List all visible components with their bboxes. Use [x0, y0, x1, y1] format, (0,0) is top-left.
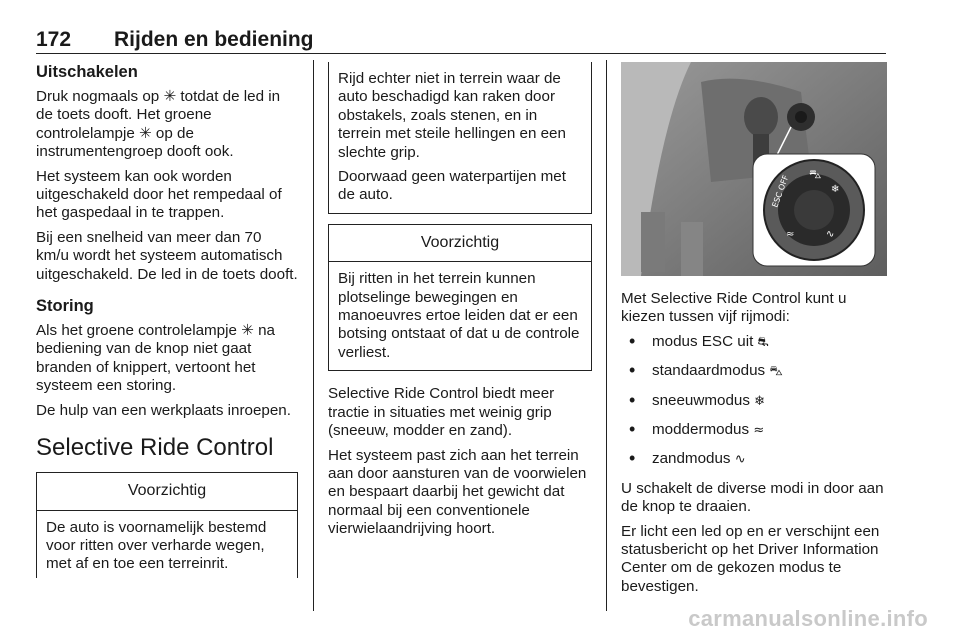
- list-item: • zandmodus ∿: [621, 450, 887, 469]
- standard-mode-icon: ⛍: [769, 364, 783, 380]
- paragraph: Rijd echter niet in terrein waar de auto beschadigd kan raken door obstakels, zoals stenen, en in terrein met steile hellingen en een slechte grip.: [338, 70, 566, 161]
- paragraph: Met Selective Ride Control kunt u kiezen tussen vijf rijmodi:: [621, 290, 847, 326]
- column-divider: [313, 60, 314, 611]
- paragraph: Er licht een led op en er verschijnt een statusbericht op het Driver Information Center om de gekozen modus te bevestigen.: [621, 522, 880, 595]
- caution-text: Bij ritten in het terrein kunnen plotselinge bewegingen en manoeuvres ertoe leiden dat er een botsing ontstaat of dat u de controle verliest.: [338, 270, 580, 361]
- paragraph: Bij een snelheid van meer dan 70 km/u wordt het systeem automatisch uitgeschakeld. De led in de toets dooft.: [36, 228, 298, 283]
- dashboard-image: [621, 62, 887, 276]
- snow-mode-icon: ❄: [754, 393, 766, 409]
- watermark: carmanualsonline.info: [688, 606, 928, 631]
- column-3: [621, 62, 887, 602]
- paragraph: Druk nogmaals op ✳ totdat de led in de toets dooft. Het groene controlelampje ✳ op de instrumentengroep dooft ook.: [36, 88, 281, 161]
- caution-box: [36, 472, 298, 578]
- esc-off-icon: ⛐: [757, 334, 769, 350]
- paragraph: Als het groene controlelampje ✳ na bediening van de knop niet gaat branden of knippert, vertoont het systeem een storing.: [36, 322, 275, 395]
- mode-list: [621, 333, 887, 470]
- svg-text:❄: ❄: [831, 184, 840, 195]
- section-heading: Storing: [36, 297, 94, 316]
- page-number: 172: [36, 28, 72, 51]
- list-item: • moddermodus ≈: [621, 421, 887, 440]
- paragraph: Doorwaad geen waterpartijen met de auto.: [338, 168, 566, 204]
- page-title: Rijden en bediening: [114, 28, 314, 51]
- caution-box-continued: [328, 62, 592, 214]
- page-header: [36, 28, 886, 52]
- column-1: [36, 62, 298, 578]
- chapter-title: Selective Ride Control: [36, 434, 274, 462]
- caution-title: Voorzichtig: [37, 473, 297, 510]
- caution-text: De auto is voornamelijk bestemd voor ritten over verharde wegen, met af en toe een terreinrit.: [46, 518, 267, 573]
- svg-text:∿: ∿: [826, 229, 835, 240]
- list-item: • modus ESC uit ⛐: [621, 333, 887, 352]
- header-divider: [36, 53, 886, 54]
- section-heading: Uitschakelen: [36, 63, 138, 81]
- svg-text:⛍: ⛍: [809, 167, 822, 181]
- mud-mode-icon: ≈: [753, 423, 765, 439]
- paragraph: Het systeem kan ook worden uitgeschakeld door het rempedaal of het gaspedaal in te trappen.: [36, 167, 282, 222]
- list-item: • standaardmodus ⛍: [621, 362, 887, 381]
- selector-knob-photo: [621, 62, 887, 276]
- paragraph: U schakelt de diverse modi in door aan de knop te draaien.: [621, 479, 884, 516]
- column-divider: [606, 60, 607, 611]
- svg-text:≈: ≈: [786, 229, 795, 240]
- paragraph: De hulp van een werkplaats inroepen.: [36, 401, 291, 419]
- esc-off-label: ESC OFF: [770, 173, 791, 209]
- paragraph: Het systeem past zich aan het terrein aan door aansturen van de voorwielen en bespaart daarbij het gewicht dat normaal bij een conventionele vierwielaandrijving hoort.: [328, 446, 587, 538]
- caution-title: Voorzichtig: [329, 225, 591, 262]
- column-2: [328, 62, 592, 545]
- sand-mode-icon: ∿: [734, 452, 746, 468]
- list-item: • sneeuwmodus ❄: [621, 392, 887, 411]
- caution-box: [328, 224, 592, 371]
- paragraph: Selective Ride Control biedt meer tractie in situaties met weinig grip (sneeuw, modder en zand).: [328, 385, 555, 440]
